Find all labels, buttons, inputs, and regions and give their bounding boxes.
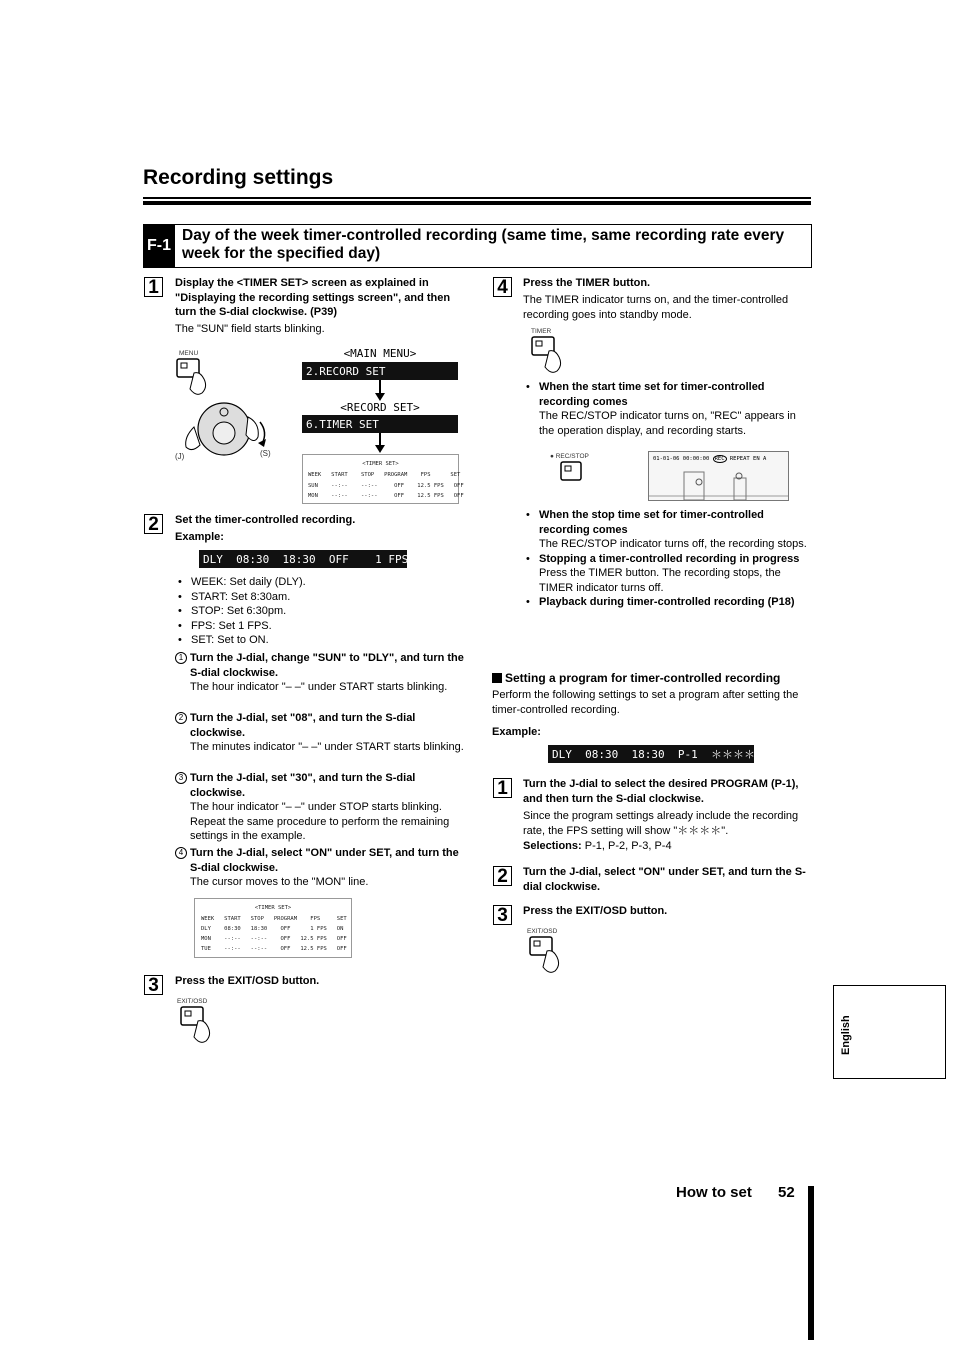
exit-osd-label: EXIT/OSD xyxy=(177,998,208,1005)
substep-bold: Turn the J-dial, change "SUN" to "DLY", and turn the S-dial clockwise. xyxy=(190,652,464,679)
settings-list xyxy=(175,575,465,648)
page-number: 52 xyxy=(778,1184,795,1201)
operation-display xyxy=(648,451,789,501)
record-set-item: 6.TIMER SET xyxy=(302,415,458,433)
footer xyxy=(676,1184,795,1201)
screen-row: SUN --:-- --:-- OFF 12.5 FPS OFF xyxy=(308,483,464,489)
program-example-label: Example: xyxy=(492,726,541,738)
list-item: • START: Set 8:30am. xyxy=(175,590,465,605)
timer-set-screen xyxy=(302,454,464,504)
step4-text: The TIMER indicator turns on, and the timer-controlled recording goes into standby mode. xyxy=(523,294,789,321)
substep xyxy=(175,711,465,755)
substep-bold: Turn the J-dial, set "30", and turn the S-dial clockwise. xyxy=(190,772,416,799)
substep-text: The cursor moves to the "MON" line. xyxy=(190,876,369,888)
screen-row: MON --:-- --:-- OFF 12.5 FPS OFF xyxy=(308,493,464,499)
step-number: 2 xyxy=(493,866,512,886)
scene-illustration xyxy=(649,466,788,500)
step-number: 3 xyxy=(144,975,163,995)
note-heading: • When the start time set for timer-controlled recording comes xyxy=(539,381,765,408)
screen-heading: <TIMER SET> xyxy=(254,905,292,911)
substep xyxy=(175,771,465,844)
s-dial-label: (S) xyxy=(260,449,271,458)
note-heading: • Stopping a timer-controlled recording in progress xyxy=(539,552,800,565)
program-heading-text: Setting a program for timer-controlled recording xyxy=(505,671,781,685)
program-selections xyxy=(523,839,672,854)
list-item xyxy=(523,380,813,438)
step2-example-label: Example: xyxy=(175,531,224,543)
program-intro: Perform the following settings to set a program after setting the timer-controlled recording. xyxy=(492,689,799,716)
page-title: Recording settings xyxy=(143,166,334,189)
step-number: 1 xyxy=(144,277,163,297)
step3-instruction: Press the EXIT/OSD button. xyxy=(175,975,320,987)
main-menu-item: 2.RECORD SET xyxy=(302,362,458,380)
menu-button-label: MENU xyxy=(179,350,199,357)
step-number: 1 xyxy=(493,778,512,798)
program-step1-instruction: Turn the J-dial to select the desired PROGRAM (P-1), and then turn the S-dial clockwise. xyxy=(523,778,799,805)
exit-osd-button-icon xyxy=(178,1005,228,1045)
list-item: • FPS: Set 1 FPS. xyxy=(175,619,465,634)
timer-set-screen xyxy=(194,898,352,958)
list-item: • WEEK: Set daily (DLY). xyxy=(175,575,465,590)
substep-text: The hour indicator "– –" under START starts blinking. xyxy=(190,681,448,693)
title-rule-thick xyxy=(143,201,811,205)
screen-row: DLY 08:30 18:30 OFF 1 FPS ON xyxy=(201,926,344,932)
main-menu-heading: <MAIN MENU> xyxy=(343,347,417,360)
arrow-down-icon xyxy=(375,393,385,401)
timer-notes-list xyxy=(523,380,813,438)
record-set-heading: <RECORD SET> xyxy=(340,401,420,414)
list-item xyxy=(523,595,813,610)
osd-example: DLY 08:30 18:30 OFF 1 FPS ON xyxy=(199,550,407,568)
footer-section: How to set xyxy=(676,1184,752,1201)
display-timestamp: 01-01-06 00:00:00 xyxy=(653,456,710,462)
screen-header-row: WEEK START STOP PROGRAM FPS SET xyxy=(308,472,461,478)
screen-row: TUE --:-- --:-- OFF 12.5 FPS OFF xyxy=(201,946,347,952)
substep xyxy=(175,651,465,695)
note-text: The REC/STOP indicator turns off, the recording stops. xyxy=(539,538,807,550)
page-edge-bar xyxy=(808,1186,814,1340)
substep-bold: Turn the J-dial, select "ON" under SET, and turn the S-dial clockwise. xyxy=(190,847,459,874)
step4-instruction: Press the TIMER button. xyxy=(523,277,651,289)
timer-button-label: TIMER xyxy=(531,328,552,335)
timer-notes-list xyxy=(523,508,813,610)
step1-note: The "SUN" field starts blinking. xyxy=(175,323,325,335)
arrow-down-icon xyxy=(375,445,385,453)
title-rule xyxy=(143,197,811,199)
program-heading xyxy=(492,671,780,685)
rec-stop-label: ● REC/STOP xyxy=(550,453,589,460)
note-text: The REC/STOP indicator turns on, "REC" appears in the operation display, and recording starts. xyxy=(539,410,796,437)
osd-example: DLY 08:30 18:30 P-1 ＊＊＊＊ FPS ON xyxy=(548,745,754,763)
note-text: Press the TIMER button. The recording stops, the TIMER indicator turns off. xyxy=(539,567,781,594)
rec-stop-button-icon xyxy=(559,460,585,484)
j-dial-label: (J) xyxy=(175,452,185,461)
substep-text: The hour indicator "– –" under STOP starts blinking. Repeat the same procedure to perform the remaining settings in the example. xyxy=(190,801,450,842)
display-rec: REC xyxy=(714,456,725,462)
section-title: Day of the week timer-controlled recording (same time, same recording rate every week for the specified day) xyxy=(182,227,785,262)
timer-button-icon xyxy=(529,335,579,375)
program-step2-instruction: Turn the J-dial, select "ON" under SET, and turn the S-dial clockwise. xyxy=(523,866,806,893)
step1-instruction: Display the <TIMER SET> screen as explained in "Displaying the recording settings screen", and then turn the S-dial clockwise. (P39) xyxy=(175,277,451,318)
selections-label: Selections: xyxy=(523,840,582,852)
screen-heading: <TIMER SET> xyxy=(362,461,399,467)
square-bullet-icon xyxy=(492,673,502,683)
substep-number: 4 xyxy=(175,847,187,859)
screen-header-row: WEEK START STOP PROGRAM FPS SET xyxy=(201,916,347,922)
note-heading: • When the stop time set for timer-controlled recording comes xyxy=(539,509,764,536)
step-number: 3 xyxy=(493,905,512,925)
jog-dial-icon xyxy=(213,422,235,444)
list-item: • SET: Set to ON. xyxy=(175,633,465,648)
arrow-icon xyxy=(258,439,266,447)
language-tab-label: English xyxy=(840,1015,852,1055)
substep xyxy=(175,846,465,890)
step-number: 2 xyxy=(144,514,163,534)
display-repeat: REPEAT EN A xyxy=(729,456,767,462)
substep-text: The minutes indicator "– –" under START starts blinking. xyxy=(190,741,464,753)
rec-stop-text: REC/STOP xyxy=(555,453,589,460)
program-step3-instruction: Press the EXIT/OSD button. xyxy=(523,905,668,917)
section-tag: F-1 xyxy=(143,224,175,268)
exit-osd-label: EXIT/OSD xyxy=(527,928,558,935)
list-item xyxy=(523,508,813,552)
program-step1-text: Since the program settings already include the recording rate, the FPS setting will show "＊＊＊＊". xyxy=(523,810,799,837)
note-heading: • Playback during timer-controlled recording (P18) xyxy=(539,596,795,608)
screen-row: MON --:-- --:-- OFF 12.5 FPS OFF xyxy=(201,936,347,942)
list-item: • STOP: Set 6:30pm. xyxy=(175,604,465,619)
exit-osd-button-icon xyxy=(527,935,577,975)
substep-number: 1 xyxy=(175,652,187,664)
dial-illustration xyxy=(172,357,287,462)
selections-values: P-1, P-2, P-3, P-4 xyxy=(584,840,672,852)
substep-bold: Turn the J-dial, set "08", and turn the S-dial clockwise. xyxy=(190,712,416,739)
substep-number: 3 xyxy=(175,772,187,784)
step2-instruction: Set the timer-controlled recording. xyxy=(175,514,356,526)
substep-number: 2 xyxy=(175,712,187,724)
step-number: 4 xyxy=(493,277,512,297)
list-item xyxy=(523,552,813,596)
hand-right-icon xyxy=(246,417,258,441)
